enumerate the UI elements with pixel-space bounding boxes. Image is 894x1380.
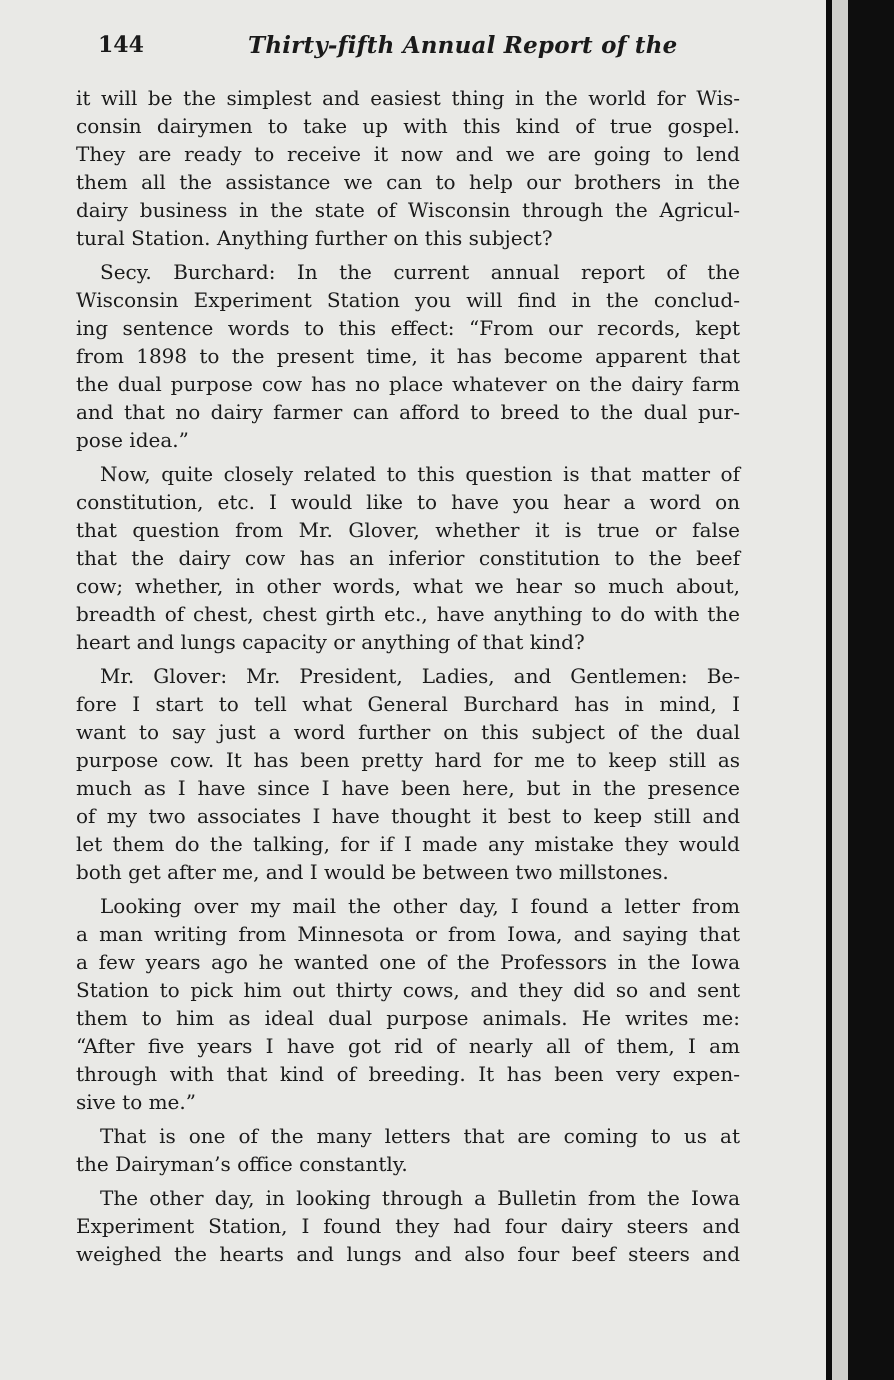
text-line: Looking over my mail the other day, I found a letter from [100, 894, 740, 918]
page-header [98, 28, 738, 68]
text-line: Station to pick him out thirty cows, and they did so and sent [76, 978, 740, 1002]
text-line: heart and lungs capacity or anything of that kind? [76, 630, 585, 654]
text-line: much as I have since I have been here, but in the presence [76, 776, 740, 800]
text-line: through with that kind of breeding. It has been very expen- [76, 1062, 740, 1086]
paragraph [76, 892, 740, 1116]
text-line: “After five years I have got rid of nearly all of them, I am [76, 1034, 740, 1058]
paragraph [76, 1122, 740, 1178]
text-line: them to him as ideal dual purpose animals. He writes me: [76, 1006, 740, 1030]
text-line: that question from Mr. Glover, whether it is true or false [76, 518, 740, 542]
text-line: Wisconsin Experiment Station you will find in the conclud- [76, 288, 740, 312]
text-line: that the dairy cow has an inferior constitution to the beef [76, 546, 740, 570]
text-line: Secy. Burchard: In the current annual report of the [100, 260, 740, 284]
body-text [76, 84, 740, 1274]
binding-gap [832, 0, 848, 1380]
text-line: and that no dairy farmer can afford to breed to the dual pur- [76, 400, 740, 424]
text-line: a man writing from Minnesota or from Iowa, and saying that [76, 922, 740, 946]
text-line: purpose cow. It has been pretty hard for me to keep still as [76, 748, 740, 772]
text-line: from 1898 to the present time, it has become apparent that [76, 344, 740, 368]
text-line: constitution, etc. I would like to have you hear a word on [76, 490, 740, 514]
text-line: ing sentence words to this effect: “From our records, kept [76, 316, 740, 340]
text-line: want to say just a word further on this subject of the dual [76, 720, 740, 744]
text-line: sive to me.” [76, 1090, 196, 1114]
text-line: tural Station. Anything further on this subject? [76, 226, 553, 250]
text-line: breadth of chest, chest girth etc., have anything to do with the [76, 602, 740, 626]
paragraph [76, 84, 740, 252]
scan-border [848, 0, 894, 1380]
text-line: Experiment Station, I found they had four dairy steers and [76, 1214, 740, 1238]
text-line: cow; whether, in other words, what we hear so much about, [76, 574, 740, 598]
paragraph [76, 662, 740, 886]
page-number: 144 [98, 32, 144, 58]
text-line: the dual purpose cow has no place whatever on the dairy farm [76, 372, 740, 396]
text-line: The other day, in looking through a Bulletin from the Iowa [100, 1186, 740, 1210]
text-line: consin dairymen to take up with this kind of true gospel. [76, 114, 740, 138]
text-line: of my two associates I have thought it best to keep still and [76, 804, 740, 828]
text-line: fore I start to tell what General Burchard has in mind, I [76, 692, 740, 716]
text-line: the Dairyman’s office constantly. [76, 1152, 408, 1176]
text-line: pose idea.” [76, 428, 189, 452]
paragraph [76, 1184, 740, 1268]
text-line: it will be the simplest and easiest thing in the world for Wis- [76, 86, 740, 110]
text-line: Mr. Glover: Mr. President, Ladies, and Gentlemen: Be- [100, 664, 740, 688]
paragraph [76, 258, 740, 454]
running-head: Thirty-fifth Annual Report of the [248, 32, 678, 59]
text-line: That is one of the many letters that are coming to us at [100, 1124, 740, 1148]
text-line: let them do the talking, for if I made any mistake they would [76, 832, 740, 856]
text-line: both get after me, and I would be between two millstones. [76, 860, 669, 884]
paragraph [76, 460, 740, 656]
text-line: a few years ago he wanted one of the Professors in the Iowa [76, 950, 740, 974]
text-line: They are ready to receive it now and we are going to lend [76, 142, 740, 166]
text-line: weighed the hearts and lungs and also four beef steers and [76, 1242, 740, 1266]
text-line: dairy business in the state of Wisconsin through the Agricul- [76, 198, 740, 222]
text-line: them all the assistance we can to help our brothers in the [76, 170, 740, 194]
text-line: Now, quite closely related to this question is that matter of [100, 462, 740, 486]
